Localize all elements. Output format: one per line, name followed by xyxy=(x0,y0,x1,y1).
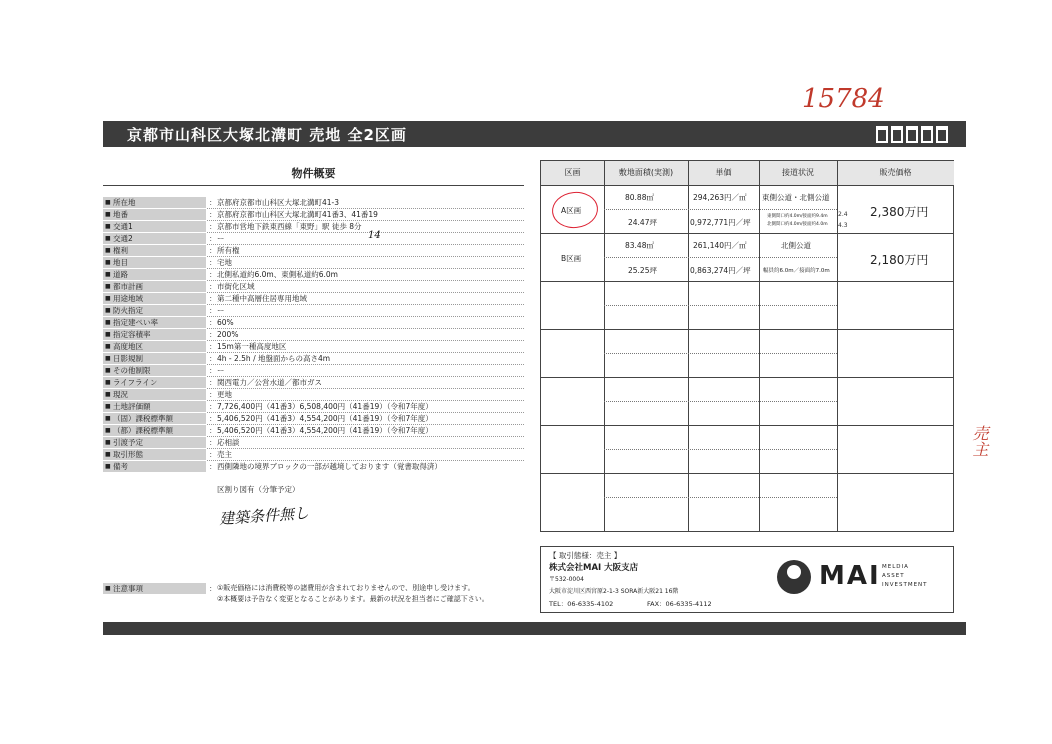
spec-value: 宅地 xyxy=(217,258,232,267)
spec-value: ー xyxy=(217,234,225,243)
spec-label: ■ 都市計画 xyxy=(103,281,206,292)
overview-heading: 物件概要 xyxy=(103,162,524,186)
spec-value: 5,406,520円（41番3）4,554,200円（41番19）（令和7年度） xyxy=(217,426,433,435)
header-road: 接道状況 xyxy=(759,161,837,185)
spec-value: 京都府京都市山科区大塚北溝町41-3 xyxy=(217,198,340,207)
spec-row: ■ ライフライン ： 関西電力／公営水道／都市ガス xyxy=(103,377,524,389)
note-line: ①販売価格には消費税等の諸費用が含まれておりませんので、別途申し受けます。 xyxy=(217,584,475,592)
house-icon xyxy=(876,126,888,143)
lot-label: A区画 xyxy=(561,206,582,215)
handwritten-remark: 建築条件無し xyxy=(218,503,310,529)
company-name: 株式会社MAI 大阪支店 xyxy=(549,563,639,573)
spec-value: 関西電力／公営水道／都市ガス xyxy=(217,378,322,387)
spec-label: ■ 道路 xyxy=(103,269,206,280)
spec-label: ■ 地目 xyxy=(103,257,206,268)
road-detail: 東側間口約4.0m/接面約9.4m xyxy=(767,214,828,219)
spec-label: ■ （固）課税標準額 xyxy=(103,413,206,424)
spec-row: ■ 道路 ： 北側私道約6.0m、東側私道約6.0m xyxy=(103,269,524,281)
spec-row: ■ 高度地区 ： 15m第一種高度地区 xyxy=(103,341,524,353)
spec-value: 所有権 xyxy=(217,246,240,255)
spec-value: 7,726,400円（41番3）6,508,400円（41番19）（令和7年度） xyxy=(217,402,433,411)
spec-label: ■ 現況 xyxy=(103,389,206,400)
handwritten-number: 15784 xyxy=(802,84,885,114)
spec-row: ■ 用途地域 ： 第二種中高層住居専用地域 xyxy=(103,293,524,305)
spec-row: ■ （固）課税標準額 ： 5,406,520円（41番3）4,554,200円（41番19）（令和7年度） xyxy=(103,413,524,425)
unit-price-m2: 294,263円／㎡ xyxy=(693,193,747,202)
page-title: 京都市山科区大塚北溝町 売地 全2区画 xyxy=(127,126,407,144)
note-line: ②本概要は予告なく変更となることがあります。最新の状況を担当者にご確認下さい。 xyxy=(217,595,489,603)
notes-label: ■ 注意事項 xyxy=(103,583,206,594)
road-access: 北側公道 xyxy=(781,241,811,250)
spec-list xyxy=(103,197,524,473)
sale-price: 2,380万円 xyxy=(870,205,929,219)
spec-value: 京都府京都市山科区大塚北溝町41番3、41番19 xyxy=(217,210,378,219)
spec-value: 市街化区域 xyxy=(217,282,255,291)
spec-label: ■ 権利 xyxy=(103,245,206,256)
spec-label: ■ 備考 xyxy=(103,461,206,472)
spec-row: ■ 交通1 ： 京都市営地下鉄東西線「東野」駅 徒歩 8分 xyxy=(103,221,524,233)
remarks-extra: 区割り図有（分筆予定） xyxy=(217,485,300,494)
company-postal: 〒532-0004 xyxy=(549,576,584,583)
company-tel: TEL：06-6335-4102 xyxy=(549,600,614,608)
spec-value: ー xyxy=(217,366,225,375)
spec-row: ■ （都）課税標準額 ： 5,406,520円（41番3）4,554,200円（41番19）（令和7年度） xyxy=(103,425,524,437)
bottom-bar xyxy=(103,622,966,635)
sale-price: 2,180万円 xyxy=(870,253,929,267)
spec-label: ■ 取引形態 xyxy=(103,449,206,460)
spec-value: 15m第一種高度地区 xyxy=(217,342,287,351)
logo-sub: ASSET xyxy=(882,573,905,579)
spec-label: ■ 用途地域 xyxy=(103,293,206,304)
spec-value: 京都市営地下鉄東西線「東野」駅 徒歩 8分 xyxy=(217,222,362,231)
spec-row: ■ 交通2 ： ー xyxy=(103,233,524,245)
spec-value: ー xyxy=(217,306,225,315)
spec-value: 北側私道約6.0m、東側私道約6.0m xyxy=(217,270,338,279)
area-tsubo: 25.25坪 xyxy=(628,266,657,275)
spec-label: ■ 土地評価額 xyxy=(103,401,206,412)
margin-note: 4.3 xyxy=(838,222,848,229)
spec-row: ■ 地番 ： 京都府京都市山科区大塚北溝町41番3、41番19 xyxy=(103,209,524,221)
spec-row: ■ 取引形態 ： 売主 xyxy=(103,449,524,461)
spec-value: 4h - 2.5h / 地盤面からの高さ4m xyxy=(217,354,331,363)
spec-row: ■ 権利 ： 所有権 xyxy=(103,245,524,257)
area-m2: 83.48㎡ xyxy=(625,241,654,250)
spec-row: ■ 指定建ぺい率 ： 60% xyxy=(103,317,524,329)
unit-price-tsubo: 0,972,771円／坪 xyxy=(690,218,751,227)
area-m2: 80.88㎡ xyxy=(625,193,654,202)
spec-value: 西側隣地の境界ブロックの一部が越境しております（覚書取得済） xyxy=(217,462,442,471)
road-detail: 北側間口約4.0m/接面約4.0m xyxy=(767,222,828,227)
spec-label: ■ 地番 xyxy=(103,209,206,220)
header-price: 販売価格 xyxy=(837,161,954,185)
logo-text: MAI xyxy=(819,561,881,591)
spec-row: ■ 防火指定 ： ー xyxy=(103,305,524,317)
handwritten-side-note: 売主 xyxy=(970,425,989,457)
handwritten-circle xyxy=(550,190,600,231)
spec-row: ■ 都市計画 ： 市街化区域 xyxy=(103,281,524,293)
spec-label: ■ ライフライン xyxy=(103,377,206,388)
logo-sub: INVESTMENT xyxy=(882,582,928,588)
spec-row: ■ 所在地 ： 京都府京都市山科区大塚北溝町41-3 xyxy=(103,197,524,209)
building-icon xyxy=(891,126,903,143)
spec-value: 更地 xyxy=(217,390,232,399)
spec-row: ■ 備考 ： 西側隣地の境界ブロックの一部が越境しております（覚書取得済） xyxy=(103,461,524,473)
spec-row: ■ 土地評価額 ： 7,726,400円（41番3）6,508,400円（41番19）（令和7年度） xyxy=(103,401,524,413)
handwritten-walk: 14 xyxy=(368,230,381,241)
spec-row: ■ 現況 ： 更地 xyxy=(103,389,524,401)
spec-label: ■ 指定建ぺい率 xyxy=(103,317,206,328)
spec-label: ■ 日影規制 xyxy=(103,353,206,364)
logo-sub: MELDIA xyxy=(882,564,909,570)
spec-value: 60% xyxy=(217,318,234,327)
spec-label: ■ 所在地 xyxy=(103,197,206,208)
land-icon xyxy=(936,126,948,143)
unit-price-tsubo: 0,863,274円／坪 xyxy=(690,266,751,275)
header-unit: 単価 xyxy=(688,161,759,185)
spec-value: 売主 xyxy=(217,450,232,459)
unit-price-m2: 261,140円／㎡ xyxy=(693,241,747,250)
header-area: 敷地面積(実測) xyxy=(604,161,688,185)
spec-label: ■ （都）課税標準額 xyxy=(103,425,206,436)
spec-row: ■ その他制限 ： ー xyxy=(103,365,524,377)
spec-label: ■ 引渡予定 xyxy=(103,437,206,448)
spec-label: ■ 高度地区 xyxy=(103,341,206,352)
spec-value: 第二種中高層住居専用地域 xyxy=(217,294,307,303)
company-fax: FAX：06-6335-4112 xyxy=(647,600,712,608)
header-lot: 区画 xyxy=(541,161,604,185)
price-table xyxy=(540,160,954,532)
road-access: 東側公道・北側公道 xyxy=(762,193,830,202)
spec-label: ■ 交通2 xyxy=(103,233,206,244)
spec-value: 5,406,520円（41番3）4,554,200円（41番19）（令和7年度） xyxy=(217,414,433,423)
company-block xyxy=(540,546,954,613)
spec-label: ■ 防火指定 xyxy=(103,305,206,316)
trade-type: 【 取引態様：売主 】 xyxy=(549,551,622,560)
spec-row: ■ 引渡予定 ： 応相談 xyxy=(103,437,524,449)
spec-label: ■ 指定容積率 xyxy=(103,329,206,340)
spec-label: ■ 交通1 xyxy=(103,221,206,232)
company-address: 大阪市淀川区西宮原2-1-3 SORA新大阪21 16階 xyxy=(549,588,679,595)
spec-row: ■ 日影規制 ： 4h - 2.5h / 地盤面からの高さ4m xyxy=(103,353,524,365)
lot-label: B区画 xyxy=(561,254,582,263)
office-icon xyxy=(921,126,933,143)
spec-row: ■ 地目 ： 宅地 xyxy=(103,257,524,269)
home-icon xyxy=(906,126,918,143)
road-detail: 幅員約6.0m／接面約7.0m xyxy=(763,268,830,274)
margin-note: 2.4 xyxy=(838,211,848,218)
spec-value: 応相談 xyxy=(217,438,240,447)
spec-label: ■ その他制限 xyxy=(103,365,206,376)
spec-value: 200% xyxy=(217,330,239,339)
spec-row: ■ 指定容積率 ： 200% xyxy=(103,329,524,341)
area-tsubo: 24.47坪 xyxy=(628,218,657,227)
